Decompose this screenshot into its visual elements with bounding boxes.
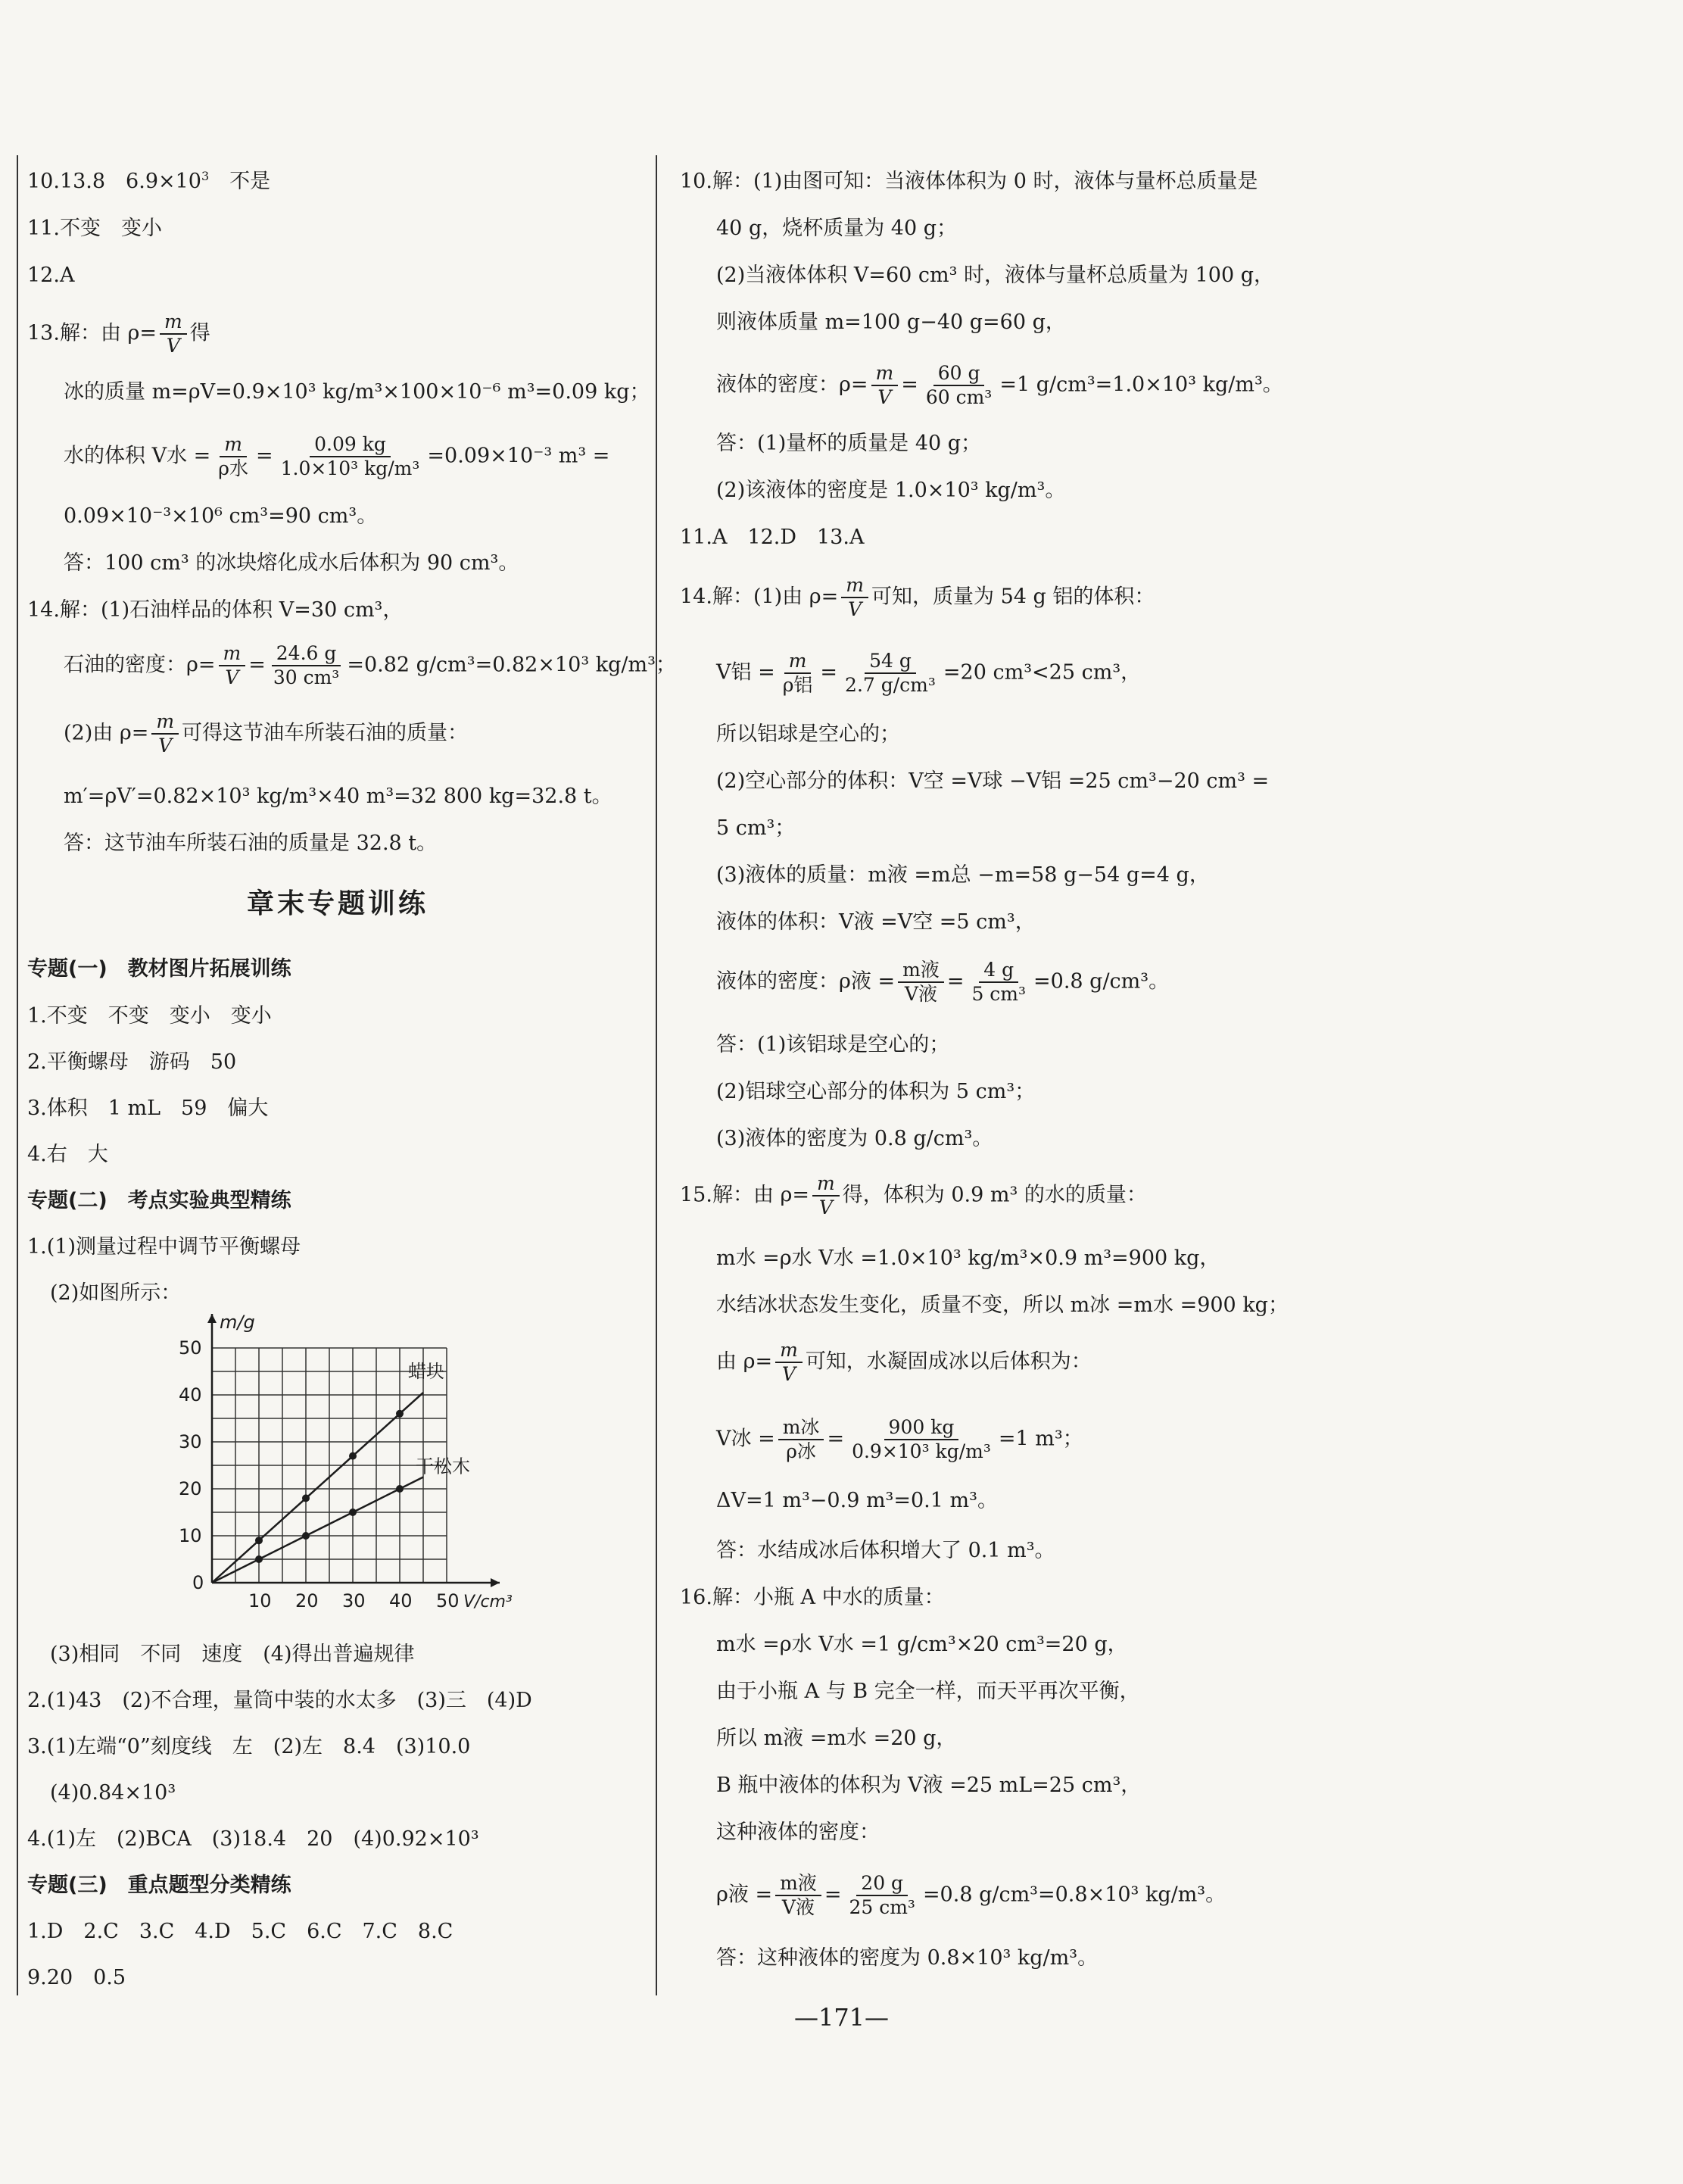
series-label-2: 干松木 [416, 1455, 470, 1477]
answer-line: 2.(1)43 (2)不合理，量筒中装的水太多 (3)三 (4)D [27, 1689, 532, 1712]
series-line-2 [212, 1477, 423, 1583]
answer-line: 11.A 12.D 13.A [680, 526, 865, 549]
answer-line: 1.D 2.C 3.C 4.D 5.C 6.C 7.C 8.C [27, 1920, 453, 1943]
q16-density: ρ液 = $\frac{\text{m液}}{\text{V液}}$ = $\frac{20 g}{\text{25 cm³}}$ =0.8 g/cm³=0.8×10³ kg/m³。 [716, 1872, 1226, 1918]
q14r-line: 液体的体积：V液 =V空 =5 cm³， [716, 910, 1036, 934]
q14r-line: 所以铝球是空心的； [716, 722, 900, 746]
q13-ice-mass: 冰的质量 m=ρV=0.9×10³ kg/m³×100×10⁻⁶ m³=0.09 kg； [64, 380, 650, 404]
y-axis-label: m/g [220, 1312, 255, 1333]
answer-line: 3.(1)左端“0”刻度线 左 (2)左 8.4 (3)10.0 [27, 1735, 471, 1758]
y-tick-label: 10 [179, 1525, 202, 1546]
q15-answer: 答：水结成冰后体积增大了 0.1 m³。 [716, 1539, 1055, 1562]
answer-line: 1.(1)测量过程中调节平衡螺母 [27, 1235, 301, 1259]
x-tick-label: 0 [192, 1572, 204, 1593]
q14r-al-volume: V铝 = $\frac{m}{\text{ρ铝}}$ = $\frac{54 g}{\text{2.7 g/cm³}}$ =20 cm³<25 cm³， [716, 650, 1142, 696]
q16-line: B 瓶中液体的体积为 V液 =25 mL=25 cm³， [716, 1774, 1142, 1797]
q14r-answer: 答：(1)该铝球是空心的； [716, 1033, 950, 1056]
data-point [349, 1509, 357, 1516]
q16-line: 所以 m液 =m水 =20 g， [716, 1727, 957, 1750]
answer-line: 2.平衡螺母 游码 50 [27, 1050, 237, 1074]
q13-water-volume: 水的体积 V水 = $\frac{m}{\text{ρ水}}$ = $\frac{0.09 kg}{\text{1.0×10³ kg/m³}}$ =0.09×10⁻³ m³ = [64, 433, 610, 479]
answer-line: 1.不变 不变 变小 变小 [27, 1004, 272, 1028]
page-number: —171— [793, 2003, 890, 2032]
x-axis-label: V/cm³ [463, 1593, 513, 1611]
y-tick-label: 20 [179, 1478, 202, 1499]
q14r-line: 5 cm³； [716, 816, 796, 840]
q14r-line: (3)液体的质量：m液 =m总 −m=58 g−54 g=4 g， [716, 863, 1210, 887]
q14-part2: (2)由 ρ= $\frac{m}{V}$ 可得这节油车所装石油的质量： [64, 710, 469, 757]
answer-line: (3)相同 不同 速度 (4)得出普遍规律 [50, 1643, 415, 1666]
q14-mass: m′=ρV′=0.82×10³ kg/m³×40 m³=32 800 kg=32.8 t。 [64, 785, 612, 808]
answer-line: 10.13.8 $6.9\times 10^3$ 不是 [27, 169, 271, 193]
x-axis-arrow [491, 1578, 500, 1587]
data-point [396, 1485, 404, 1493]
q10-line: 则液体质量 m=100 g−40 g=60 g， [716, 310, 1066, 334]
topic-heading: 专题(二) 考点实验典型精练 [27, 1189, 291, 1212]
y-tick-label: 40 [179, 1384, 202, 1406]
q14-density: 石油的密度：ρ= $\frac{m}{V}$ = $\frac{24.6 g}{\text{30 cm³}}$ =0.82 g/cm³=0.82×10³ kg/m³； [64, 642, 676, 688]
series-line-1 [212, 1393, 423, 1583]
y-tick-label: 50 [179, 1337, 202, 1359]
q13-answer: 答：100 cm³ 的冰块熔化成水后体积为 90 cm³。 [64, 551, 519, 575]
q16-line: m水 =ρ水 V水 =1 g/cm³×20 cm³=20 g， [716, 1633, 1128, 1656]
series-label-1: 蜡块 [408, 1360, 444, 1382]
data-point [396, 1410, 404, 1418]
q10-line: (2)当液体体积 V=60 cm³ 时，液体与量杯总质量为 100 g， [716, 264, 1275, 287]
answer-line: 4.(1)左 (2)BCA (3)18.4 20 (4)0.92×10³ [27, 1827, 479, 1851]
answer-line: 12.A [27, 264, 75, 287]
data-point [302, 1494, 310, 1502]
answer-line: 9.20 0.5 [27, 1966, 126, 1989]
q16-answer: 答：这种液体的密度为 0.8×10³ kg/m³。 [716, 1946, 1099, 1970]
q15-line: ΔV=1 m³−0.9 m³=0.1 m³。 [716, 1489, 998, 1512]
x-tick-label: 20 [295, 1590, 319, 1611]
topic-heading: 专题(一) 教材图片拓展训练 [27, 957, 291, 981]
q13-head: 13.解：由 ρ= $\frac{m}{V}$ 得 [27, 310, 210, 357]
section-title: 章末专题训练 [246, 888, 429, 919]
q14r-density: 液体的密度：ρ液 = $\frac{\text{m液}}{\text{V液}}$ = $\frac{4 g}{\text{5 cm³}}$ =0.8 g/cm³。 [716, 959, 1170, 1005]
q14-answer: 答：这节油车所装石油的质量是 32.8 t。 [64, 831, 438, 855]
q10-answer: 答：(1)量杯的质量是 40 g； [716, 432, 982, 455]
q10-density: 液体的密度：ρ= $\frac{m}{V}$ = $\frac{60 g}{\text{60 cm³}}$ =1 g/cm³=1.0×10³ kg/m³。 [716, 362, 1283, 408]
answer-line: (4)0.84×10³ [50, 1781, 176, 1805]
q14r-answer: (3)液体的密度为 0.8 g/cm³。 [716, 1127, 993, 1150]
q14r-head: 14.解：(1)由 ρ= $\frac{m}{V}$ 可知，质量为 54 g 铝的体积： [680, 574, 1155, 620]
topic-heading: 专题(三) 重点题型分类精练 [27, 1874, 291, 1897]
answer-line: 3.体积 1 mL 59 偏大 [27, 1097, 269, 1120]
x-tick-label: 40 [389, 1590, 413, 1611]
y-tick-label: 30 [179, 1431, 202, 1452]
answer-line: (2)如图所示： [50, 1281, 182, 1305]
q16-line: 由于小瓶 A 与 B 完全一样，而天平再次平衡， [716, 1680, 1140, 1703]
mass-volume-chart [144, 1312, 538, 1628]
q14r-line: (2)空心部分的体积：V空 =V球 −V铝 =25 cm³−20 cm³ = [716, 769, 1270, 793]
q15-line: m水 =ρ水 V水 =1.0×10³ kg/m³×0.9 m³=900 kg， [716, 1246, 1220, 1270]
q15-head: 15.解：由 ρ= $\frac{m}{V}$ 得，体积为 0.9 m³ 的水的质量： [680, 1172, 1147, 1218]
left-margin-rule [17, 155, 18, 1995]
q10-line: 10.解：(1)由图可知：当液体体积为 0 时，液体与量杯总质量是 [680, 170, 1258, 193]
column-divider [656, 155, 657, 1995]
q10-answer: (2)该液体的密度是 1.0×10³ kg/m³。 [716, 479, 1066, 502]
answer-line: 11.不变 变小 [27, 217, 162, 240]
x-tick-label: 30 [342, 1590, 366, 1611]
x-tick-label: 50 [436, 1590, 460, 1611]
q14-head: 14.解：(1)石油样品的体积 V=30 cm³， [27, 598, 404, 622]
y-axis-arrow [207, 1314, 217, 1323]
q13-water-volume-cont: 0.09×10⁻³×10⁶ cm³=90 cm³。 [64, 504, 378, 528]
q15-line: 水结冰状态发生变化，质量不变，所以 m冰 =m水 =900 kg； [716, 1293, 1289, 1317]
data-point [349, 1452, 357, 1460]
x-tick-label: 10 [248, 1590, 272, 1611]
data-point [302, 1532, 310, 1540]
answer-line: 4.右 大 [27, 1143, 108, 1166]
q15-ice-volume: V冰 = $\frac{\text{m冰}}{\text{ρ冰}}$ = $\frac{900 kg}{\text{0.9×10³ kg/m³}}$ =1 m³； [716, 1416, 1083, 1462]
q15-line: 由 ρ= $\frac{m}{V}$ 可知，水凝固成冰以后体积为： [716, 1339, 1092, 1385]
q10-line: 40 g，烧杯质量为 40 g； [716, 217, 958, 240]
data-point [255, 1555, 263, 1563]
q16-line: 这种液体的密度： [716, 1821, 880, 1844]
q14r-answer: (2)铝球空心部分的体积为 5 cm³； [716, 1080, 1036, 1103]
data-point [255, 1537, 263, 1544]
q16-line: 16.解：小瓶 A 中水的质量： [680, 1586, 945, 1609]
